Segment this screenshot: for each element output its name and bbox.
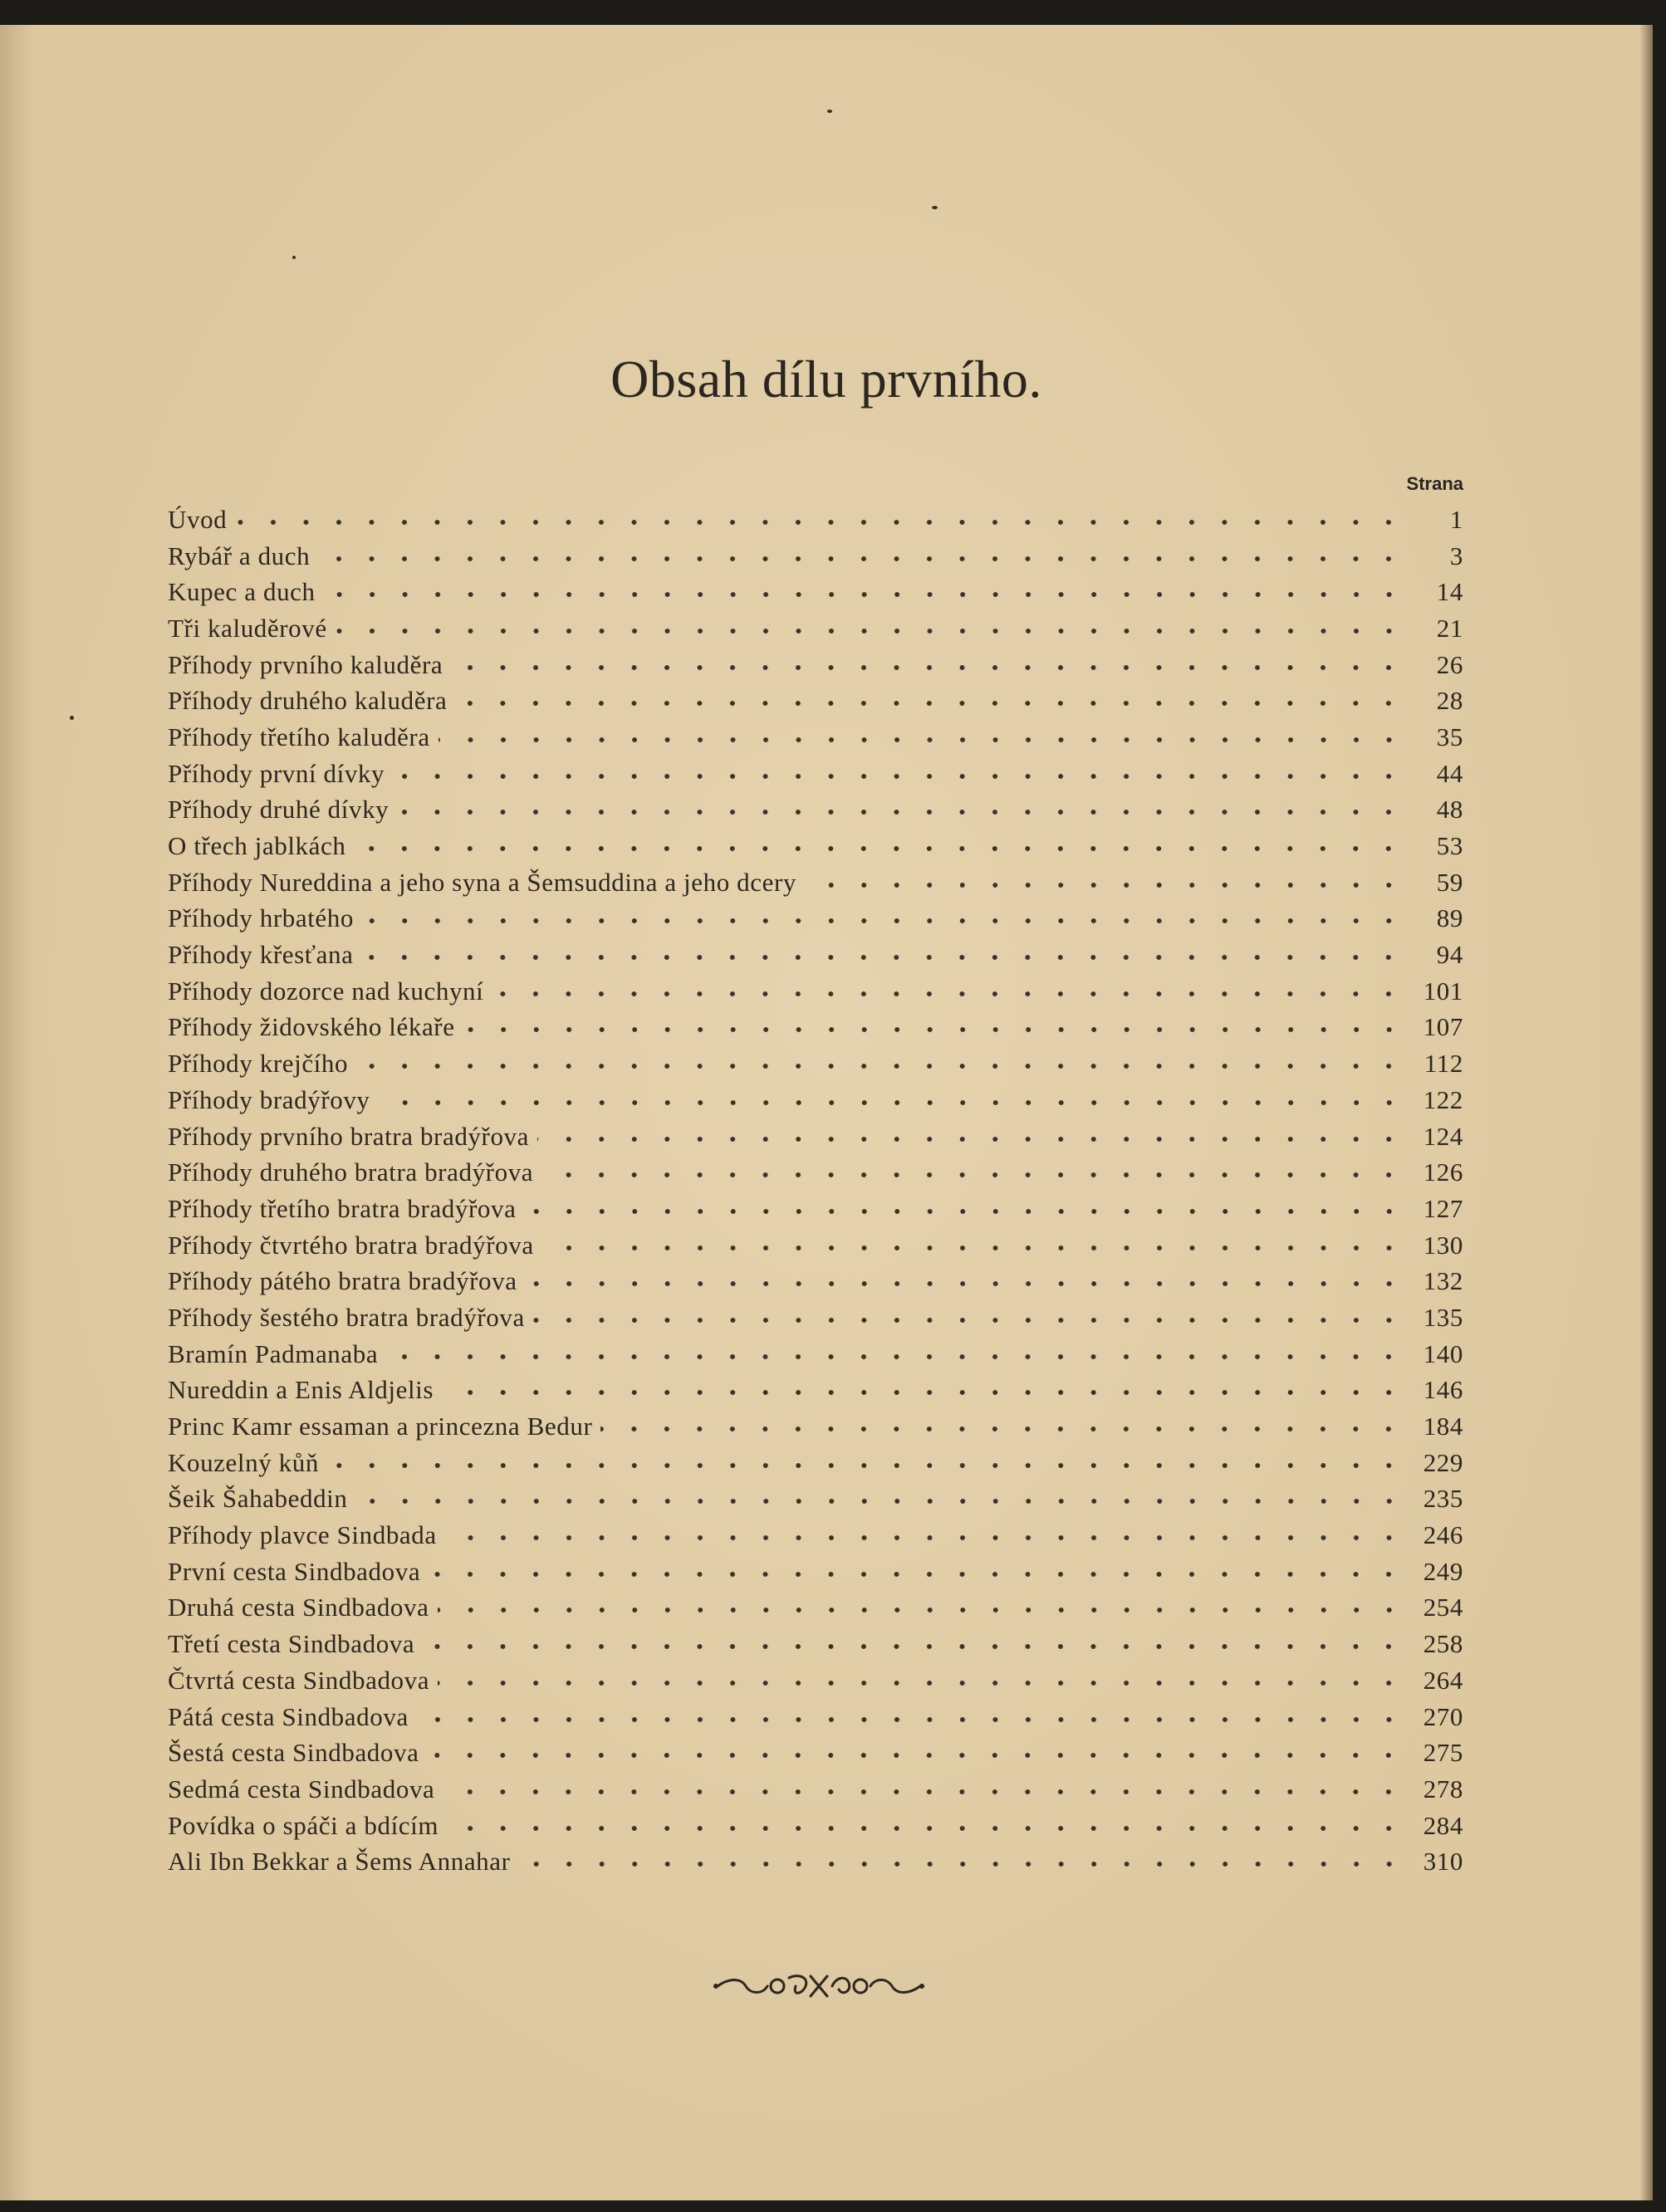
toc-entry bbox=[168, 1299, 1463, 1336]
toc-entry bbox=[168, 574, 1463, 610]
toc-dot-leader bbox=[318, 555, 1405, 563]
toc-entry bbox=[168, 1227, 1463, 1264]
toc-entry-page: 278 bbox=[1423, 1774, 1463, 1803]
toc-entry-page: 229 bbox=[1423, 1447, 1463, 1477]
toc-entry-page: 21 bbox=[1436, 613, 1463, 643]
toc-dot-leader bbox=[379, 1099, 1405, 1107]
paper-speck bbox=[827, 110, 832, 113]
toc-entry bbox=[168, 973, 1463, 1010]
book-page bbox=[0, 25, 1653, 2200]
paper-speck bbox=[292, 256, 296, 259]
toc-entry-page: 48 bbox=[1436, 795, 1463, 825]
toc-dot-leader bbox=[542, 1244, 1405, 1252]
toc-entry-title: Příhody třetího bratra bradýřova bbox=[168, 1193, 517, 1223]
toc-dot-leader bbox=[354, 844, 1405, 853]
toc-entry bbox=[168, 1554, 1463, 1590]
toc-entry bbox=[168, 1590, 1463, 1627]
toc-entry-page: 140 bbox=[1423, 1338, 1463, 1368]
toc-entry bbox=[168, 683, 1463, 719]
toc-entry-title: Příhody třetího kaluděra bbox=[168, 722, 430, 751]
toc-dot-leader bbox=[393, 772, 1405, 781]
toc-dot-leader bbox=[533, 1316, 1405, 1324]
toc-entry bbox=[168, 937, 1463, 973]
toc-entry bbox=[168, 864, 1463, 901]
toc-dot-leader bbox=[443, 1788, 1405, 1796]
toc-entry-page: 14 bbox=[1436, 577, 1463, 607]
toc-entry-page: 275 bbox=[1423, 1738, 1463, 1768]
toc-entry-page: 59 bbox=[1436, 867, 1463, 897]
toc-entry bbox=[168, 828, 1463, 864]
toc-entry-page: 101 bbox=[1423, 976, 1463, 1006]
toc-entry-page: 130 bbox=[1423, 1230, 1463, 1260]
toc-entry-page: 107 bbox=[1423, 1012, 1463, 1042]
toc-dot-leader bbox=[463, 1025, 1405, 1034]
toc-entry-title: Třetí cesta Sindbadova bbox=[168, 1629, 415, 1659]
toc-entry-title: Rybář a duch bbox=[168, 541, 311, 570]
toc-entry-title: Příhody první dívky bbox=[168, 758, 385, 788]
toc-entry-title: Příhody krejčího bbox=[168, 1049, 349, 1079]
toc-entry bbox=[168, 1082, 1463, 1118]
toc-entry bbox=[168, 538, 1463, 575]
toc-entry-page: 3 bbox=[1449, 541, 1463, 570]
toc-entry-title: První cesta Sindbadova bbox=[168, 1556, 421, 1586]
toc-entry-title: Kupec a duch bbox=[168, 577, 316, 607]
toc-dot-leader bbox=[235, 518, 1405, 526]
toc-dot-leader bbox=[525, 1207, 1406, 1216]
toc-entry-title: Příhody prvního kaluděra bbox=[168, 649, 443, 679]
toc-dot-leader bbox=[526, 1280, 1405, 1288]
toc-entry-page: 246 bbox=[1423, 1520, 1463, 1550]
toc-dot-leader bbox=[445, 1534, 1405, 1542]
toc-entry-title: Příhody plavce Sindbada bbox=[168, 1520, 437, 1550]
toc-dot-leader bbox=[805, 881, 1405, 889]
toc-entry-page: 284 bbox=[1423, 1810, 1463, 1840]
toc-entry-page: 184 bbox=[1423, 1412, 1463, 1441]
toc-entry-page: 310 bbox=[1423, 1847, 1463, 1877]
toc-dot-leader bbox=[439, 736, 1405, 744]
toc-entry bbox=[168, 756, 1463, 792]
toc-dot-leader bbox=[423, 1642, 1405, 1651]
toc-dot-leader bbox=[356, 1497, 1406, 1505]
toc-entry-title: Šeik Šahabeddin bbox=[168, 1484, 348, 1514]
toc-entry-title: Tři kaluděrové bbox=[168, 613, 327, 643]
toc-entry-title: O třech jablkách bbox=[168, 831, 346, 861]
toc-dot-leader bbox=[324, 590, 1405, 599]
toc-dot-leader bbox=[362, 917, 1405, 925]
toc-entry bbox=[168, 1336, 1463, 1373]
toc-entry-page: 112 bbox=[1423, 1049, 1463, 1079]
toc-entry bbox=[168, 1771, 1463, 1808]
toc-entry-title: Příhody hrbatého bbox=[168, 903, 354, 933]
toc-entry-page: 264 bbox=[1423, 1665, 1463, 1695]
toc-entry bbox=[168, 1191, 1463, 1227]
toc-entry-title: Čtvrtá cesta Sindbadova bbox=[168, 1665, 430, 1695]
toc-entry-page: 28 bbox=[1436, 686, 1463, 716]
toc-entry bbox=[168, 1045, 1463, 1082]
toc-entry-page: 44 bbox=[1436, 758, 1463, 788]
table-of-contents bbox=[168, 502, 1463, 1880]
toc-entry-page: 235 bbox=[1423, 1484, 1463, 1514]
toc-entry bbox=[168, 1808, 1463, 1844]
toc-dot-leader bbox=[492, 990, 1405, 998]
toc-entry-title: Příhody druhé dívky bbox=[168, 795, 390, 825]
toc-dot-leader bbox=[356, 1062, 1405, 1070]
toc-entry-page: 146 bbox=[1423, 1375, 1463, 1405]
toc-entry-title: Příhody druhého bratra bradýřova bbox=[168, 1157, 534, 1187]
toc-entry-page: 1 bbox=[1449, 504, 1463, 534]
toc-entry-page: 270 bbox=[1423, 1701, 1463, 1731]
toc-entry-page: 35 bbox=[1436, 722, 1463, 751]
toc-entry-page: 249 bbox=[1423, 1556, 1463, 1586]
toc-dot-leader bbox=[451, 663, 1405, 672]
toc-entry-page: 89 bbox=[1436, 903, 1463, 933]
toc-entry-title: Ali Ibn Bekkar a Šems Annahar bbox=[168, 1847, 511, 1877]
toc-dot-leader bbox=[417, 1715, 1405, 1724]
toc-entry bbox=[168, 1481, 1463, 1518]
toc-dot-leader bbox=[438, 1679, 1405, 1687]
toc-entry-title: Úvod bbox=[168, 504, 228, 534]
ornament-icon bbox=[713, 1966, 925, 2006]
toc-entry-title: Sedmá cesta Sindbadova bbox=[168, 1774, 435, 1803]
toc-entry-title: Příhody Nureddina a jeho syna a Šemsuddina a jeho dcery bbox=[168, 867, 797, 897]
toc-entry-page: 258 bbox=[1423, 1629, 1463, 1659]
toc-entry bbox=[168, 1010, 1463, 1046]
toc-dot-leader bbox=[455, 699, 1405, 707]
toc-entry bbox=[168, 1263, 1463, 1299]
toc-dot-leader bbox=[361, 953, 1405, 962]
toc-entry-title: Povídka o spáči a bdícím bbox=[168, 1810, 439, 1840]
toc-dot-leader bbox=[397, 808, 1405, 816]
toc-entry-title: Příhody šestého bratra bradýřova bbox=[168, 1302, 525, 1332]
toc-dot-leader bbox=[519, 1860, 1405, 1868]
toc-entry-title: Nureddin a Enis Aldjelis bbox=[168, 1375, 434, 1405]
toc-dot-leader bbox=[537, 1135, 1405, 1143]
toc-entry-page: 53 bbox=[1436, 831, 1463, 861]
toc-entry-title: Příhody židovského lékaře bbox=[168, 1012, 455, 1042]
toc-entry-page: 122 bbox=[1423, 1084, 1463, 1114]
toc-entry bbox=[168, 647, 1463, 683]
toc-entry-title: Pátá cesta Sindbadova bbox=[168, 1701, 409, 1731]
toc-entry-title: Bramín Padmanaba bbox=[168, 1338, 379, 1368]
toc-entry-title: Příhody křesťana bbox=[168, 940, 354, 970]
toc-entry bbox=[168, 1445, 1463, 1481]
toc-entry-page: 254 bbox=[1423, 1593, 1463, 1622]
page-column-header: Strana bbox=[1406, 473, 1463, 494]
toc-entry-page: 135 bbox=[1423, 1302, 1463, 1332]
toc-entry bbox=[168, 1699, 1463, 1735]
toc-entry bbox=[168, 1373, 1463, 1409]
toc-dot-leader bbox=[336, 627, 1405, 635]
toc-entry bbox=[168, 502, 1463, 538]
toc-entry-title: Příhody čtvrtého bratra bradýřova bbox=[168, 1230, 534, 1260]
toc-entry-title: Příhody prvního bratra bradýřova bbox=[168, 1121, 530, 1151]
toc-entry bbox=[168, 1154, 1463, 1191]
toc-entry bbox=[168, 792, 1463, 829]
toc-entry bbox=[168, 1735, 1463, 1771]
toc-entry-page: 94 bbox=[1436, 940, 1463, 970]
toc-entry-title: Příhody dozorce nad kuchyní bbox=[168, 976, 484, 1006]
toc-entry-title: Příhody druhého kaluděra bbox=[168, 686, 448, 716]
toc-dot-leader bbox=[447, 1824, 1405, 1833]
toc-dot-leader bbox=[327, 1461, 1405, 1470]
page-title: Obsah dílu prvního. bbox=[610, 350, 1042, 409]
toc-entry-page: 132 bbox=[1423, 1266, 1463, 1296]
paper-speck bbox=[70, 716, 74, 720]
toc-dot-leader bbox=[442, 1388, 1405, 1397]
paper-speck bbox=[932, 206, 938, 209]
toc-entry bbox=[168, 1118, 1463, 1155]
toc-entry bbox=[168, 1408, 1463, 1445]
toc-entry bbox=[168, 719, 1463, 756]
toc-entry bbox=[168, 901, 1463, 937]
toc-entry-title: Druhá cesta Sindbadova bbox=[168, 1593, 429, 1622]
toc-dot-leader bbox=[427, 1751, 1405, 1759]
toc-entry bbox=[168, 1843, 1463, 1880]
toc-dot-leader bbox=[600, 1425, 1405, 1433]
toc-entry-title: Princ Kamr essaman a princezna Bedur bbox=[168, 1412, 593, 1441]
toc-entry bbox=[168, 610, 1463, 647]
toc-entry-title: Příhody bradýřovy bbox=[168, 1084, 370, 1114]
toc-entry-title: Příhody pátého bratra bradýřova bbox=[168, 1266, 517, 1296]
toc-entry-page: 127 bbox=[1423, 1193, 1463, 1223]
toc-entry bbox=[168, 1662, 1463, 1699]
toc-entry-page: 26 bbox=[1436, 649, 1463, 679]
toc-entry-title: Šestá cesta Sindbadova bbox=[168, 1738, 419, 1768]
toc-entry bbox=[168, 1517, 1463, 1554]
toc-dot-leader bbox=[429, 1570, 1405, 1578]
toc-entry bbox=[168, 1626, 1463, 1662]
toc-entry-page: 126 bbox=[1423, 1157, 1463, 1187]
toc-dot-leader bbox=[541, 1171, 1405, 1179]
toc-dot-leader bbox=[386, 1353, 1405, 1361]
toc-entry-title: Kouzelný kůň bbox=[168, 1447, 319, 1477]
toc-dot-leader bbox=[438, 1606, 1406, 1614]
toc-entry-page: 124 bbox=[1423, 1121, 1463, 1151]
